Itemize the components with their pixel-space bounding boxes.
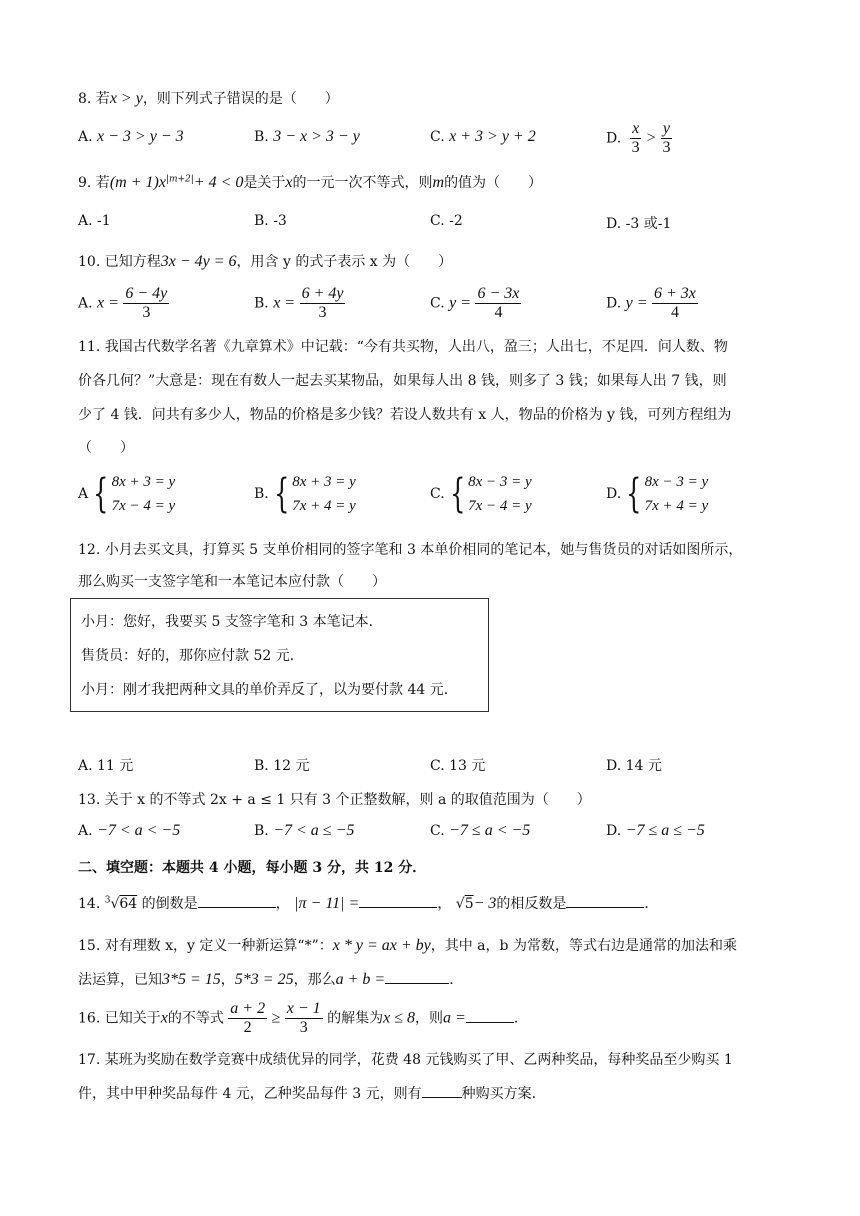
q10-option-c: C. y = $\frac{6 - 3x}{4}$	[430, 285, 520, 321]
dialog-line: 小月：您好，我要买 5 支签字笔和 3 本笔记本．	[81, 614, 383, 630]
q16-blank[interactable]	[466, 1008, 514, 1023]
q10-stem: 10. 已知方程3x − 4y = 6，用含 y 的式子表示 x 为（ ）	[78, 253, 453, 270]
q11-option-a: A { 8x + 3 = y 7x − 4 = y	[78, 471, 176, 517]
q13-option-b: B. −7 < a ≤ −5	[254, 822, 355, 839]
q12-line-2: 那么购买一支签字笔和一本笔记本应付款（ ）	[78, 574, 386, 590]
q14-blank-2[interactable]	[359, 893, 437, 908]
q17-blank[interactable]	[422, 1083, 462, 1098]
q8-option-a: A. x − 3 > y − 3	[78, 128, 184, 145]
q8-condition: x > y	[109, 90, 143, 107]
dialog-box	[70, 598, 489, 712]
q8-option-d: D. $\frac{x}{3}$ > $\frac{y}{3}$	[606, 120, 671, 156]
q11-line-1: 11. 我国古代数学名著《九章算术》中记载：“今有共买物，人出八，盈三；人出七，不足四．问人数、物	[78, 339, 728, 355]
q10-option-a: A. x = $\frac{6 - 4y}{3}$	[78, 285, 168, 321]
q12-option-a: A. 11 元	[78, 758, 134, 774]
q10-option-b: B. x = $\frac{6 + 4y}{3}$	[254, 285, 344, 321]
q12-line-1: 12. 小月去买文具，打算买 5 支单价相同的签字笔和 3 本单价相同的笔记本，她与售货员的对话如图所示，	[78, 542, 743, 558]
q12-option-d: D. 14 元	[606, 758, 662, 774]
q12-option-b: B. 12 元	[254, 758, 310, 774]
q14-blank-1[interactable]	[198, 893, 276, 908]
q11-option-d: D. { 8x − 3 = y 7x + 4 = y	[606, 471, 709, 517]
q13-option-a: A. −7 < a < −5	[78, 822, 181, 839]
q11-line-3: 少了 4 钱．问共有多少人，物品的价格是多少钱？若设人数共有 x 人，物品的价格为 y 钱，可列方程组为	[78, 407, 732, 423]
q9-stem: 9. 若$(m + 1)x^{|m+2|}+ 4 < 0$是关于x的一元一次不等式，则m的值为（ ）	[78, 174, 543, 191]
q11-option-c: C. { 8x − 3 = y 7x − 4 = y	[430, 471, 532, 517]
q11-line-2: 价各几何？”大意是：现在有数人一起去买某物品，如果每人出 8 钱，则多了 3 钱；如果每人出 7 钱，则	[78, 373, 727, 389]
q9-option-d: D. -3 或-1	[606, 216, 672, 232]
q8-stem: 8. 若x > y，则下列式子错误的是（ ）	[78, 90, 339, 107]
q13-option-c: C. −7 ≤ a < −5	[430, 822, 531, 839]
q11-line-4: （ ）	[78, 440, 134, 456]
q15-line-2: 法运算，已知3*5 = 15，5*3 = 25，那么a + b = ．	[78, 971, 464, 988]
q11-option-b: B. { 8x + 3 = y 7x + 4 = y	[254, 471, 356, 517]
q9-option-c: C. -2	[430, 213, 463, 229]
q14-stem: 14. $^3$√64 的倒数是 ， |π − 11| = ， √5− 3的相反数是 ．	[78, 895, 659, 912]
q9-option-b: B. -3	[254, 213, 287, 229]
dialog-line: 小月：刚才我把两种文具的单价弄反了，以为要付款 44 元．	[81, 682, 458, 698]
q13-stem: 13. 关于 x 的不等式 2x + a ≤ 1 只有 3 个正整数解，则 a 的取值范围为（ ）	[78, 792, 591, 808]
q8-option-c: C. x + 3 > y + 2	[430, 128, 536, 145]
q14-blank-3[interactable]	[566, 893, 644, 908]
q17-line-2: 件，其中甲种奖品每件 4 元，乙种奖品每件 3 元，则有 种购买方案．	[78, 1083, 546, 1103]
dialog-line: 售货员：好的，那你应付款 52 元．	[81, 648, 304, 664]
section-title: 二、填空题：本题共 4 小题，每小题 3 分，共 12 分．	[78, 860, 427, 876]
q15-blank[interactable]	[385, 969, 449, 984]
q17-line-1: 17. 某班为奖励在数学竞赛中成绩优异的同学，花费 48 元钱购买了甲、乙两种奖品，每种奖品至少购买 1	[78, 1052, 733, 1068]
q16-stem: 16. 已知关于x的不等式 $\frac{a + 2}{2}$ ≥ $\frac{x - 1}{3}$ 的解集为x ≤ 8，则a = ．	[78, 1000, 528, 1036]
q12-option-c: C. 13 元	[430, 758, 486, 774]
q10-option-d: D. y = $\frac{6 + 3x}{4}$	[606, 285, 696, 321]
q9-option-a: A. -1	[78, 213, 111, 229]
q13-option-d: D. −7 ≤ a ≤ −5	[606, 822, 705, 839]
q8-option-b: B. 3 − x > 3 − y	[254, 128, 360, 145]
q15-line-1: 15. 对有理数 x，y 定义一种新运算“*”：x * y = ax + by，其中 a，b 为常数，等式右边是通常的加法和乘	[78, 937, 737, 954]
